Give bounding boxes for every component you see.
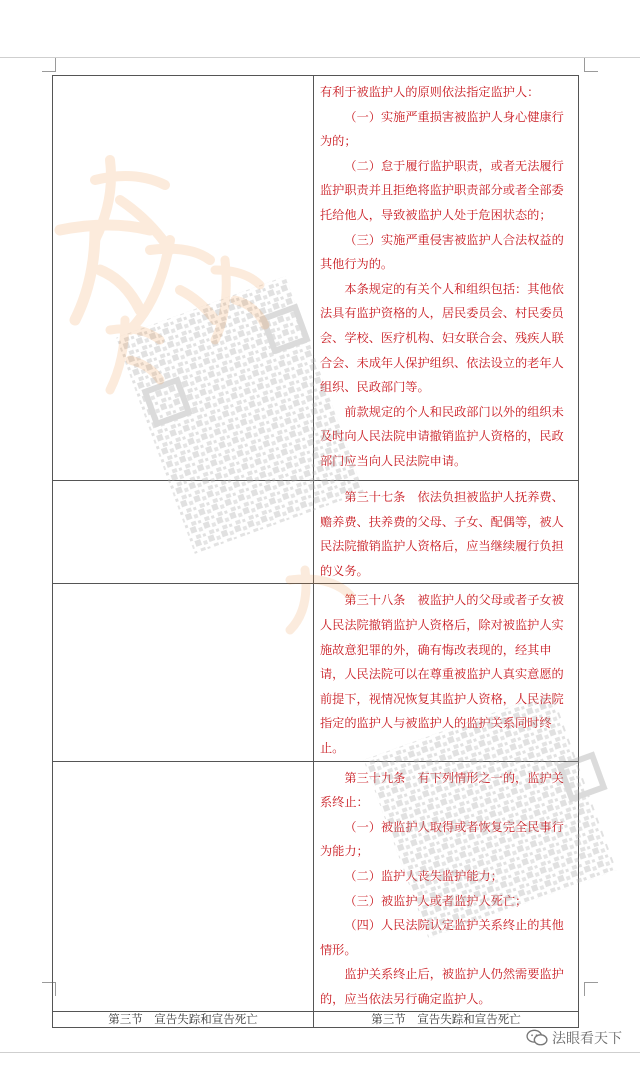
paragraph: 第三十九条 有下列情形之一的，监护关系终止： [320, 770, 564, 810]
crop-mark [42, 71, 55, 72]
table-row [53, 761, 579, 1012]
paragraph: 监护关系终止后，被监护人仍然需要监护的，应当依法另行确定监护人。 [320, 967, 564, 1006]
crop-mark [584, 58, 585, 72]
paragraph: 前款规定的个人和民政部门以外的组织未及时向人民法院申请撤销监护人资格的，民政部门应当向人民法院申请。 [320, 404, 564, 468]
crop-mark [55, 58, 56, 72]
paragraph: （一）实施严重损害被监护人身心健康行为的； [320, 109, 564, 149]
paragraph: （二）监护人丧失监护能力； [344, 868, 503, 883]
table-row [53, 584, 579, 761]
right-cell [314, 584, 579, 761]
wechat-icon [526, 1029, 548, 1047]
paragraph: 第三十七条 依法负担被监护人抚养费、赡养费、扶养费的父母、子女、配偶等，被人民法院撤销监护人资格后，应当继续履行负担的义务。 [320, 490, 564, 578]
right-cell [314, 761, 579, 1012]
paragraph: （四）人民法院认定监护关系终止的其他情形。 [320, 918, 564, 957]
comparison-table [52, 75, 579, 1028]
paragraph: 第三十八条 被监护人的父母或者子女被人民法院撤销监护人资格后，除对被监护人实施故意犯罪的外，确有悔改表现的，经其申请，人民法院可以在尊重被监护人真实意愿的前提下，视情况恢复其监护人资格，人民法院指定的监护人与被监护人的监护关系同时终止。 [320, 593, 564, 755]
left-cell-empty [53, 584, 314, 761]
right-cell [314, 481, 579, 584]
paragraph: （三）被监护人或者监护人死亡； [344, 893, 528, 908]
paragraph: 本条规定的有关个人和组织包括：其他依法具有监护资格的人，居民委员会、村民委员会、学校、医疗机构、妇女联合会、残疾人联合会、未成年人保护组织、依法设立的老年人组织、民政部门等。 [320, 281, 564, 395]
table-row [53, 1012, 579, 1028]
paragraph: （二）怠于履行监护职责，或者无法履行监护职责并且拒绝将监护职责部分或者全部委托给他人，导致被监护人处于危困状态的； [320, 158, 564, 222]
paragraph: 有利于被监护人的原则依法指定监护人： [320, 85, 540, 99]
left-cell-empty [53, 481, 314, 584]
crop-mark [584, 982, 585, 996]
table-row [53, 481, 579, 584]
right-cell [314, 76, 579, 481]
crop-mark [585, 71, 598, 72]
left-cell-empty [53, 76, 314, 481]
table-row [53, 76, 579, 481]
page-bottom-line [0, 1052, 640, 1053]
paragraph: （三）实施严重侵害被监护人合法权益的其他行为的。 [320, 232, 564, 272]
brand-watermark [526, 1028, 622, 1048]
section-heading-left: 第三节 宣告失踪和宣告死亡 [53, 1012, 314, 1028]
page-top-line [0, 57, 640, 58]
paragraph: （一）被监护人取得或者恢复完全民事行为能力； [320, 819, 564, 859]
left-cell-empty [53, 761, 314, 1012]
crop-mark [585, 982, 598, 983]
section-heading-right: 第三节 宣告失踪和宣告死亡 [314, 1012, 579, 1028]
brand-label: 法眼看天下 [552, 1031, 622, 1047]
